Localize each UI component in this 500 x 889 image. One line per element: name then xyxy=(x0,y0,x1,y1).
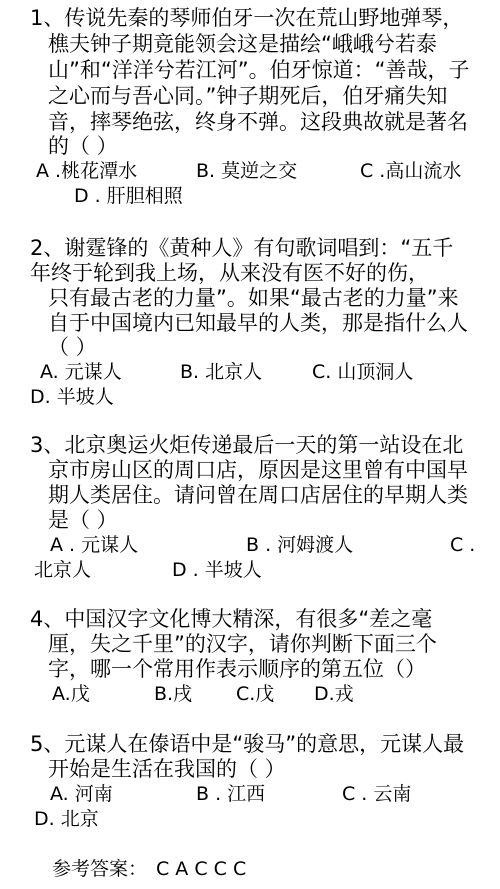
question-5-option-a[interactable]: A. 河南 xyxy=(50,783,113,805)
question-3-line-1: 3、北京奥运火炬传递最后一天的第一站设在北 xyxy=(30,433,464,457)
question-4-option-d[interactable]: D.戎 xyxy=(314,683,354,705)
question-1-line-1: 1、传说先秦的琴师伯牙一次在荒山野地弹琴， xyxy=(30,6,464,30)
question-1-line-5: 音，摔琴绝弦，终身不弹。这段典故就是著名 xyxy=(48,110,468,134)
question-4-option-a[interactable]: A.戊 xyxy=(52,683,90,705)
question-2-option-c[interactable]: C. 山顶洞人 xyxy=(312,361,414,383)
answer-label: 参考答案： xyxy=(52,858,148,880)
question-5-option-d[interactable]: D. 北京 xyxy=(34,808,99,830)
question-1-option-a[interactable]: A .桃花潭水 xyxy=(36,160,138,182)
question-1-option-c[interactable]: C .高山流水 xyxy=(360,160,462,182)
question-4-option-b[interactable]: B.戌 xyxy=(154,683,193,705)
question-1-line-4: 之心而与吾心同。”钟子期死后，伯牙痛失知 xyxy=(48,84,448,108)
question-3-option-c[interactable]: C . xyxy=(450,534,476,556)
question-3-option-a[interactable]: A . 元谋人 xyxy=(50,534,139,556)
question-4-option-c[interactable]: C.戊 xyxy=(236,683,275,705)
question-5-option-c[interactable]: C . 云南 xyxy=(342,783,412,805)
question-5-line-2: 开始是生活在我国的（ ） xyxy=(48,757,286,781)
question-3-option-d[interactable]: D . 半坡人 xyxy=(172,559,262,581)
question-3-line-3: 期人类居住。请问曾在周口店居住的早期人类 xyxy=(48,483,468,507)
question-1-line-3: 山”和“洋洋兮若江河”。伯牙惊道：“善哉，子 xyxy=(48,58,470,82)
question-2-line-4: 自于中国境内已知最早的人类，那是指什么人 xyxy=(48,311,468,335)
question-3-line-2: 京市房山区的周口店，原因是这里曾有中国早 xyxy=(48,458,468,482)
question-1-line-2: 樵夫钟子期竟能领会这是描绘“峨峨兮若泰 xyxy=(48,32,437,56)
question-2-line-3: 只有最古老的力量”。如果“最古老的力量”来 xyxy=(48,286,459,310)
question-3-option-c-text[interactable]: 北京人 xyxy=(34,559,92,581)
question-2-line-1: 2、谢霆锋的《黄种人》有句歌词唱到：“五千 xyxy=(30,236,454,260)
question-3-option-b[interactable]: B . 河姆渡人 xyxy=(246,534,354,556)
question-2-option-a[interactable]: A. 元谋人 xyxy=(40,361,122,383)
question-4-line-1: 4、中国汉字文化博大精深，有很多“差之毫 xyxy=(30,607,433,631)
question-4-line-2: 厘，失之千里”的汉字，请你判断下面三个 xyxy=(48,632,437,656)
question-2-line-5: （ ） xyxy=(48,335,97,359)
question-5-option-b[interactable]: B . 江西 xyxy=(196,783,266,805)
question-2-line-2: 年终于轮到我上场，从来没有医不好的伤， xyxy=(30,261,429,285)
question-1-line-6: 的（ ） xyxy=(48,134,118,158)
question-4-line-3: 字，哪一个常用作表示顺序的第五位（） xyxy=(48,657,426,681)
question-2-option-d[interactable]: D. 半坡人 xyxy=(30,386,114,408)
answer-value: C A C C C xyxy=(156,858,247,880)
question-5-line-1: 5、元谋人在傣语中是“骏马”的意思，元谋人最 xyxy=(30,732,465,756)
question-1-option-d[interactable]: D . 肝胆相照 xyxy=(74,185,183,207)
question-3-line-4: 是（ ） xyxy=(48,508,118,532)
question-1-option-b[interactable]: B. 莫逆之交 xyxy=(196,160,298,182)
question-2-option-b[interactable]: B. 北京人 xyxy=(180,361,263,383)
